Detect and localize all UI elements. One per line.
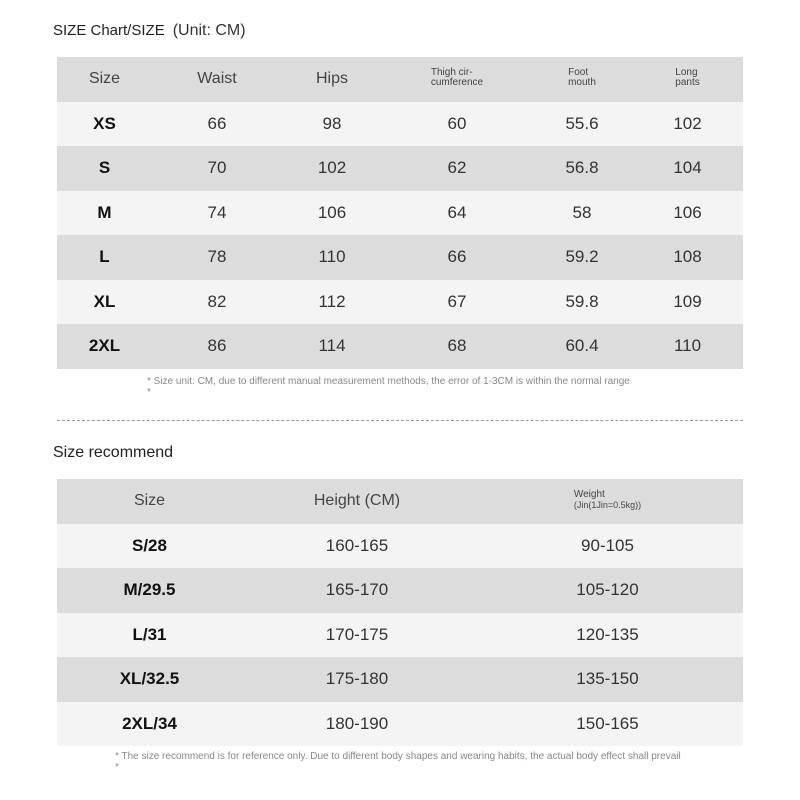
- table-cell: 106: [317, 202, 347, 222]
- size-recommend-note-text: * The size recommend is for reference only. Due to different body shapes and wearing habits, the actual body effect shall prevail: [115, 751, 681, 762]
- table-cell: 102: [317, 158, 347, 178]
- table-cell: 67: [447, 291, 467, 311]
- section-divider: [57, 420, 743, 421]
- table-row: [57, 702, 743, 747]
- table-cell: 170-175: [325, 624, 389, 644]
- table-cell: 105-120: [576, 580, 639, 600]
- table-cell: 109: [673, 291, 702, 311]
- table-cell: 74: [207, 202, 227, 222]
- table-row: [57, 191, 743, 236]
- table-header-row: [57, 479, 743, 524]
- size-label: 2XL: [88, 336, 121, 356]
- table-row: [57, 235, 743, 280]
- size-chart-note: [147, 376, 630, 398]
- size-recommend-table: [57, 479, 743, 746]
- size-chart-unit: (Unit: CM): [172, 22, 246, 39]
- size-label: XS: [93, 113, 116, 133]
- table-cell: 165-170: [325, 580, 389, 600]
- column-header: Size: [133, 492, 166, 510]
- table-cell: 108: [673, 247, 702, 267]
- table-cell: 55.6: [565, 113, 599, 133]
- column-header: Size: [88, 70, 121, 88]
- column-header: Weight (Jin(1Jin=0.5kg)): [573, 488, 642, 510]
- size-chart-table: [57, 57, 743, 369]
- table-cell: 90-105: [581, 535, 634, 555]
- column-header: Long pants: [675, 67, 700, 89]
- size-label: 2XL/34: [122, 713, 177, 733]
- table-cell: 66: [447, 247, 467, 267]
- table-cell: 114: [318, 336, 346, 356]
- size-recommend-title: Size recommend: [53, 444, 174, 461]
- column-header: Height (CM): [313, 492, 401, 510]
- size-chart-title-text: SIZE Chart/SIZE: [53, 22, 165, 39]
- size-label: S: [98, 158, 111, 178]
- table-row: [57, 280, 743, 325]
- table-cell: 68: [447, 336, 467, 356]
- table-cell: 66: [207, 113, 227, 133]
- table-row: [57, 613, 743, 658]
- table-cell: 58: [572, 202, 592, 222]
- size-chart-title: [53, 22, 246, 40]
- column-header: Waist: [197, 70, 237, 88]
- table-cell: 70: [207, 158, 227, 178]
- column-header: Foot mouth: [568, 67, 596, 89]
- table-header-row: [57, 57, 743, 102]
- size-label: XL/32.5: [119, 669, 180, 689]
- size-chart-note-text: * Size unit: CM, due to different manual measurement methods, the error of 1-3CM is within the normal range: [147, 376, 630, 387]
- table-row: [57, 102, 743, 147]
- size-chart-note-asterisk: *: [147, 387, 151, 398]
- size-label: L/31: [132, 624, 167, 644]
- table-cell: 102: [673, 113, 702, 133]
- table-cell: 110: [673, 336, 702, 356]
- table-row: [57, 146, 743, 191]
- column-header: Hips: [315, 70, 348, 88]
- table-cell: 160-165: [325, 535, 389, 555]
- table-row: [57, 324, 743, 369]
- table-row: [57, 524, 743, 569]
- size-label: M/29.5: [123, 580, 176, 600]
- table-cell: 82: [207, 291, 227, 311]
- table-cell: 60: [447, 113, 467, 133]
- table-cell: 110: [318, 247, 346, 267]
- size-recommend-note: [115, 751, 681, 773]
- table-cell: 56.8: [565, 158, 599, 178]
- table-cell: 150-165: [576, 713, 639, 733]
- table-cell: 78: [207, 247, 227, 267]
- table-cell: 64: [447, 202, 467, 222]
- table-cell: 59.2: [565, 247, 599, 267]
- table-cell: 98: [322, 113, 342, 133]
- table-cell: 86: [207, 336, 227, 356]
- table-cell: 62: [447, 158, 467, 178]
- table-cell: 112: [318, 291, 346, 311]
- size-label: M: [97, 202, 112, 222]
- table-row: [57, 657, 743, 702]
- size-label: L: [99, 247, 110, 267]
- size-recommend-note-asterisk: *: [115, 762, 119, 773]
- table-cell: 175-180: [325, 669, 389, 689]
- table-cell: 59.8: [565, 291, 599, 311]
- table-row: [57, 568, 743, 613]
- column-header: Thigh cir- cumference: [430, 67, 484, 89]
- table-cell: 106: [673, 202, 702, 222]
- table-cell: 60.4: [565, 336, 599, 356]
- size-label: XL: [93, 291, 116, 311]
- table-cell: 104: [673, 158, 702, 178]
- size-label: S/28: [132, 535, 167, 555]
- table-cell: 120-135: [576, 624, 639, 644]
- table-cell: 135-150: [576, 669, 639, 689]
- table-cell: 180-190: [325, 713, 389, 733]
